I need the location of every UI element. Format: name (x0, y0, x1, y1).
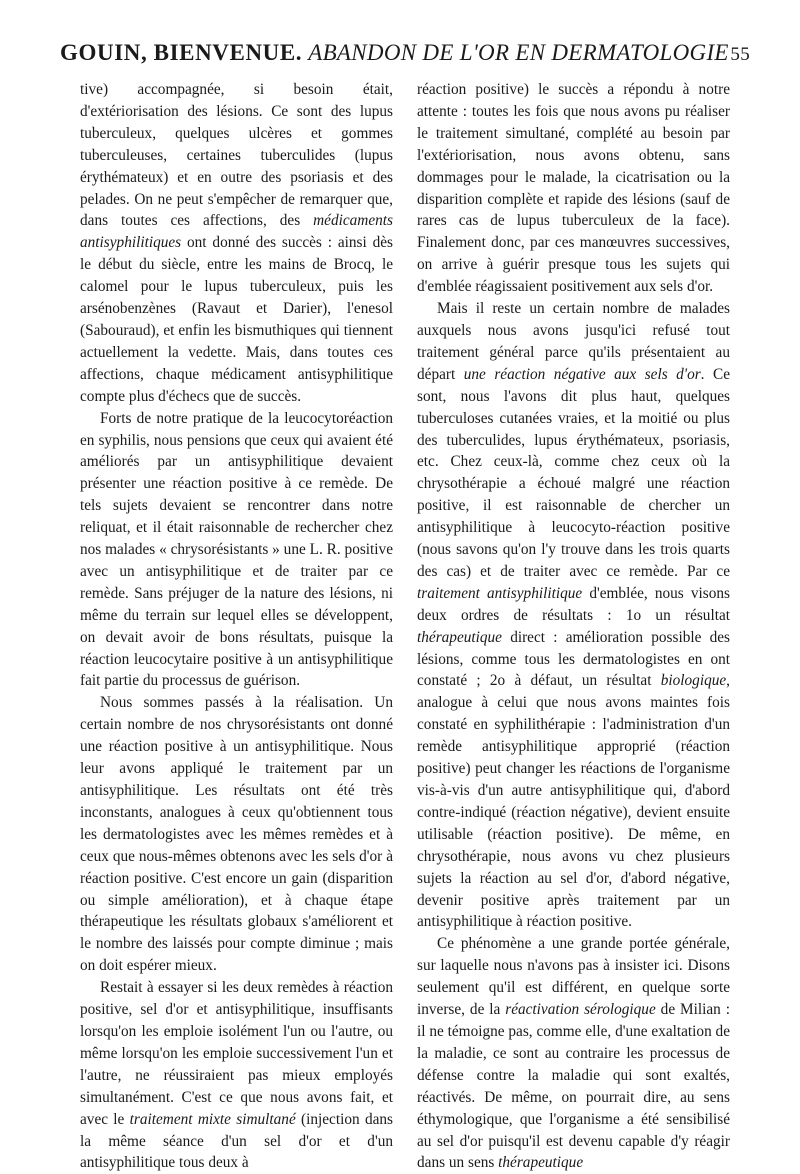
text-run: . Ce sont, nous l'avons dit plus haut, quelques tuberculoses cutanées vraies, et la moitié ou plus des tuberculides, lupus érythémateux, psoriasis, etc. Chez ceux-là, comme chez ceux où la chrysothérapie a échoué malgré une réaction positive, il est raisonnable de chercher un antisyphilitique à leucocyto-réaction positive (nous savons qu'on l'y trouve dans les trois quarts des cas) et de traiter avec ce remède. Par ce (417, 365, 730, 580)
paragraph (417, 298, 730, 933)
paragraph (80, 79, 393, 408)
emphasis: médicaments antisyphilitiques (80, 212, 393, 252)
paragraph: Nous sommes passés à la réalisation. Un certain nombre de nos chrysorésistants ont donné une réaction positive à un antisyphilitique. Nous leur avons appliqué le traitement par un antisyphilitique. Les résultats ont été très inconstants, analogues à ceux qu'obtiennent tous les dermatologistes avec les mêmes remèdes et à ceux que nous-mêmes obtenons avec les sels d'or à réaction positive. C'est encore un gain (disparition ou simple amélioration), et à chaque étape thérapeutique les résultats globaux s'améliorent et le nombre des laissés pour compte diminue ; mais on doit espérer mieux. (80, 694, 393, 975)
text-run: tive) accompagnée, si besoin était, d'extériorisation des lésions. Ce sont des lupus tuberculeux, quelques ulcères et gommes tuberculeuses, certaines tuberculides (lupus érythémateux) et en outre des psoriasis et des pelades. On ne peut s'empêcher de remarquer que, dans toutes ces affections, des (80, 81, 393, 230)
text-run: de Milian : il ne témoigne pas, comme elle, d'une exaltation de la maladie, ce sont au contraire les processus de défense contre la maladie qui sont exaltés, réactivés. De même, on pourrait dire, au sens éthymologique, que l'organisme a été sensibilisé au sel d'or puisqu'il est devenu capable d'y réagir dans un sens (417, 1001, 730, 1172)
text-run: Ce phénomène a une grande portée générale, sur laquelle nous n'avons pas à insister ici. Disons seulement qu'il est différent, en quelque sorte inverse, de la (417, 935, 730, 1019)
emphasis: biologique (660, 672, 727, 690)
paragraph: Forts de notre pratique de la leucocytoréaction en syphilis, nous pensions que ceux qui avaient été améliorés par un antisyphilitique devaient présenter une réaction positive à ce remède. De tels sujets devaient se rencontrer dans notre reliquat, et il était raisonnable de rechercher chez nos malades « chrysorésistants » une L. R. positive avec un antisyphilitique et de traiter par ce remède. Sans préjuger de la nature des lésions, ni même du terrain sur lequel elles se développent, on devait avoir de bons résultats, puisque la réaction leucocytaire positive à un antisyphilitique fait partie du processus de guérison. (80, 409, 393, 690)
running-header (60, 40, 750, 76)
emphasis: réactivation sérologique (505, 1001, 656, 1019)
text-run: Mais il reste un certain nombre de malades auxquels nous avons jusqu'ici refusé tout traitement général parce qu'ils présentaient au départ (417, 300, 730, 383)
emphasis: thérapeutique (498, 1154, 584, 1172)
text-run: (injection dans la même séance d'un sel d'or et d'un antisyphilitique tous deux à (80, 1110, 393, 1172)
right-column (417, 79, 730, 1174)
emphasis: thérapeutique (417, 628, 502, 646)
left-column (80, 79, 393, 1174)
header-title: ABANDON DE L'OR EN DERMATOLOGIE (308, 40, 729, 65)
text-run: Restait à essayer si les deux remèdes à réaction positive, sel d'or et antisyphilitique, insuffisants lorsqu'on les emploie isolément l'un ou l'autre, ou même lorsqu'on les emploie successivement l'un et l'autre, ne réussiraient pas mieux employés simultanément. C'est ce que nous avons fait, et avec le (80, 979, 393, 1128)
emphasis: traitement mixte simultané (129, 1110, 296, 1128)
emphasis: une réaction négative aux sels d'or (463, 365, 701, 383)
paragraph (417, 933, 730, 1174)
emphasis: traitement antisyphilitique (417, 584, 583, 602)
text-run: ont donné des succès : ainsi dès le début du siècle, entre les mains de Brocq, le calomel pour le lupus tuberculeux, puis les arsénobenzènes (Ravaut et Darier), l'enesol (Sabouraud), et enfin les bismuthiques qui tiennent actuellement la vedette. Mais, dans toutes ces affections, chaque médicament antisyphilitique compte plus d'échecs que de succès. (80, 234, 393, 405)
text-run: direct : amélioration possible des lésions, comme tous les dermatologistes en ont constaté ; 2o à défaut, un résultat (417, 628, 730, 690)
text-run: , analogue à celui que nous avons maintes fois constaté en syphilithérapie : l'administration d'un remède antisyphilitique approprié (réaction positive) peut changer les réactions de l'organisme vis-à-vis d'un autre antisyphilitique qui, d'abord contre-indiqué (réaction négative), devient ensuite utilisable (réaction positive). De même, en chrysothérapie, nous avons vu chez plusieurs sujets la réaction au sel d'or, d'abord négative, devenir positive après traitement par un antisyphilitique à réaction positive. (417, 672, 730, 931)
paragraph: réaction positive) le succès a répondu à notre attente : toutes les fois que nous avons pu réaliser le traitement simultané, complété au besoin par l'extériorisation, nous avons obtenu, sans dommages pour le malade, la cicatrisation ou la disparition complète et rapide des lésions (sauf de rares cas de lupus tuberculeux de la face). Finalement donc, par ces manœuvres successives, on arrive à guérir presque tous les sujets qui d'emblée réagissaient positivement aux sels d'or. (417, 81, 730, 296)
paragraph (80, 977, 393, 1174)
text-run: d'emblée, nous visons deux ordres de résultats : 1o un résultat (417, 584, 730, 624)
header-authors: GOUIN, BIENVENUE. (60, 40, 303, 65)
page-number: 55 (730, 44, 750, 65)
